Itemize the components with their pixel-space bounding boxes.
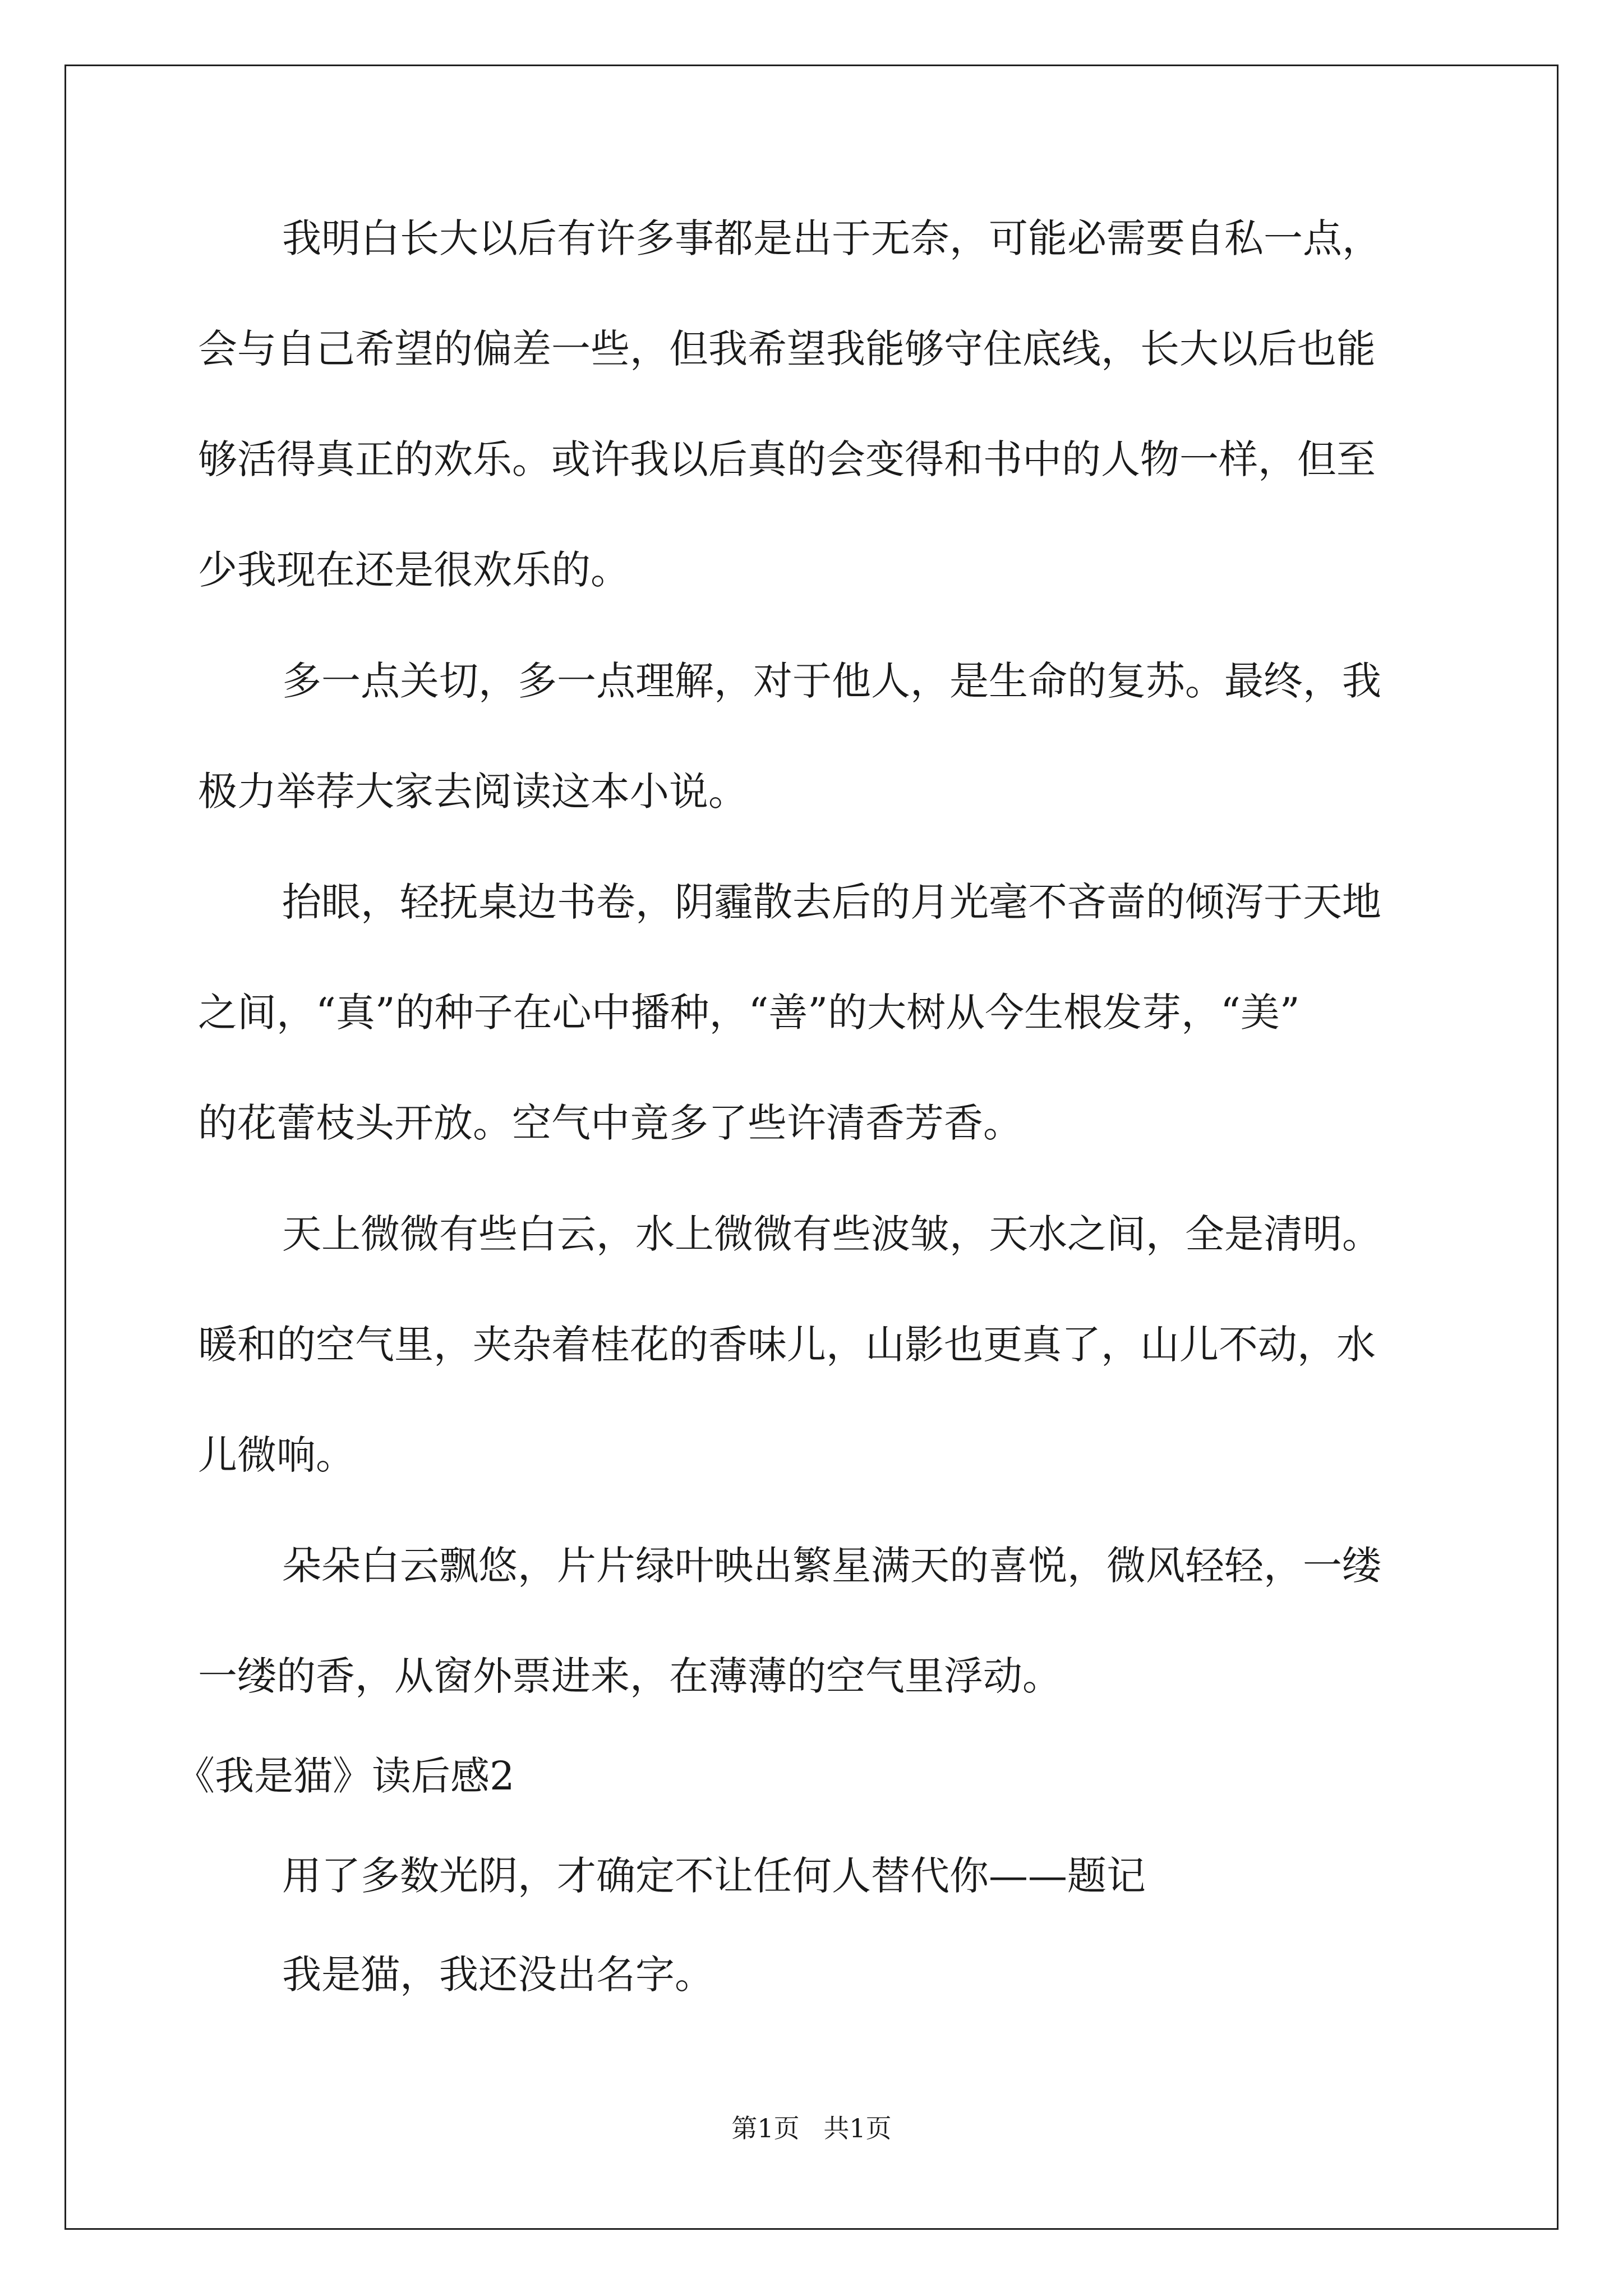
paragraph-2-line-2: 极力举荐大家去阅读这本小说。 [198,769,748,815]
page-number-current: 第1页 [731,2113,800,2143]
paragraph-1-line-2: 会与自己希望的偏差一些，但我希望我能够守住底线，长大以后也能 [198,326,1376,372]
paragraph-4-line-1: 天上微微有些白云，水上微微有些波皱，天水之间，全是清明。 [282,1211,1381,1257]
section-title: 《我是猫》读后感2 [176,1753,515,1799]
paragraph-4-line-3: 儿微响。 [198,1432,355,1478]
paragraph-5-line-2: 一缕的香，从窗外票进来，在薄薄的空气里浮动。 [198,1653,1062,1699]
paragraph-1-line-4: 少我现在还是很欢乐的。 [198,547,630,593]
section-paragraph-1: 用了多数光阴，才确定不让任何人替代你——题记 [282,1853,1146,1899]
paragraph-2-line-1: 多一点关切，多一点理解，对于他人，是生命的复苏。最终，我 [282,658,1381,704]
paragraph-4-line-2: 暖和的空气里，夹杂着桂花的香味儿，山影也更真了，山儿不动，水 [198,1322,1376,1368]
paragraph-3-line-1: 抬眼，轻抚桌边书卷，阴霾散去后的月光毫不吝啬的倾泻于天地 [282,879,1381,925]
paragraph-1-line-1: 我明白长大以后有许多事都是出于无奈，可能必需要自私一点， [282,215,1381,261]
paragraph-3-line-3: 的花蕾枝头开放。空气中竟多了些许清香芳香。 [198,1100,1022,1146]
paragraph-1-line-3: 够活得真正的欢乐。或许我以后真的会变得和书中的人物一样，但至 [198,436,1376,482]
page-footer [0,2111,1623,2145]
page-number-total: 共1页 [823,2113,892,2143]
paragraph-3-line-2: 之间，“真”的种子在心中播种，“善”的大树从今生根发芽，“美” [198,990,1300,1036]
paragraph-5-line-1: 朵朵白云飘悠，片片绿叶映出繁星满天的喜悦，微风轻轻，一缕 [282,1543,1381,1589]
section-paragraph-2: 我是猫，我还没出名字。 [282,1952,714,1998]
